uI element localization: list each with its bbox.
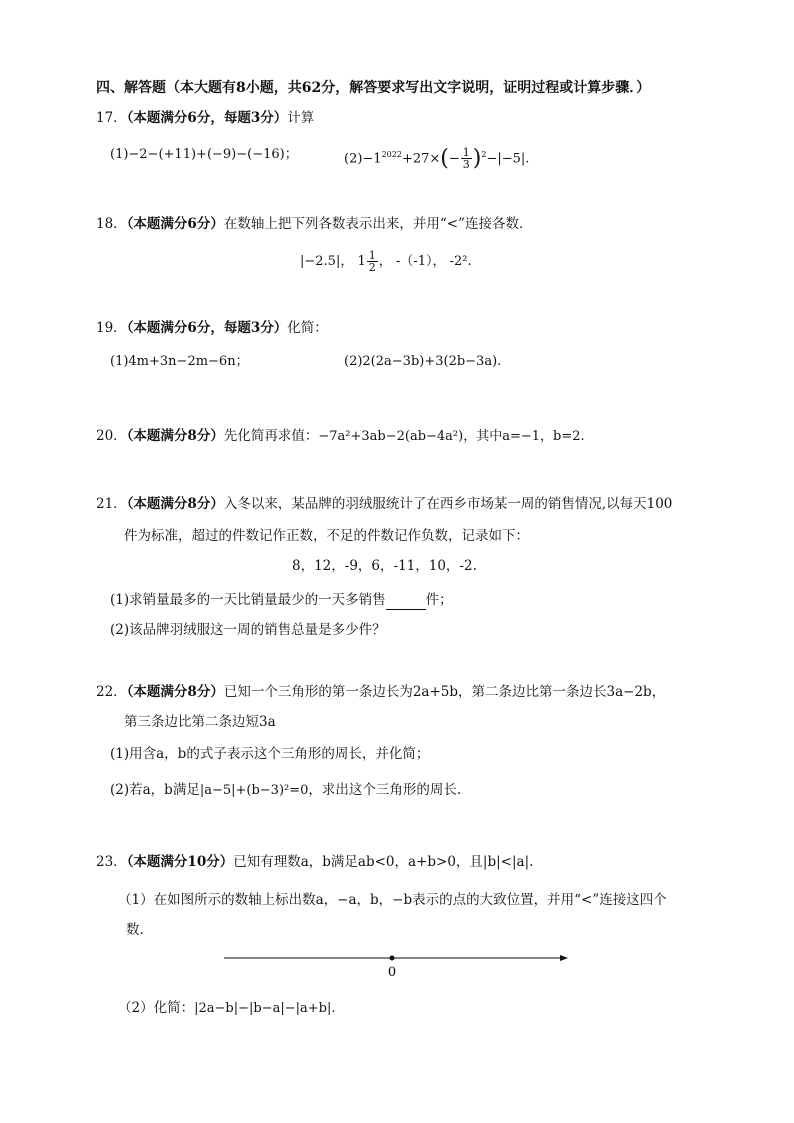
q20-number: 20．: [96, 428, 127, 444]
q23-tag: （本题满分10分）: [126, 854, 234, 870]
q21-part2: (2)该品牌羽绒服这一周的销售总量是多少件？: [110, 622, 386, 638]
q20-tag: （本题满分8分）: [126, 428, 224, 444]
section-heading: 四、解答题（本大题有8小题，共62分，解答要求写出文字说明，证明过程或计算步骤．）: [96, 80, 651, 96]
q20-expression: −7a²+3ab−2(ab−4a²): [318, 429, 464, 444]
q22-number: 22．: [96, 684, 127, 700]
number-line: [224, 948, 574, 978]
q18-numbers: [300, 250, 472, 274]
q18-header: [96, 214, 532, 234]
q20-conditions: ，其中a=−1，b=2.: [463, 429, 585, 444]
q23-header: [96, 852, 533, 872]
q21-part1: (1)求销量最多的一天比销量最少的一天多销售 件；: [110, 592, 453, 608]
q23-expression: |2a−b|−|b−a|−|a+b|.: [194, 1001, 336, 1016]
q17-header: [96, 108, 314, 128]
q22-tag: （本题满分8分）: [126, 684, 224, 700]
q23-number: 23．: [96, 854, 127, 870]
q21-answer-blank[interactable]: [386, 595, 426, 610]
q21-data: 8，12，-9，6，-11，10，-2.: [292, 558, 477, 574]
origin-point: [390, 956, 395, 961]
q22-part2: (2)若a，b满足|a−5|+(b−3)²=0，求出这个三角形的周长.: [110, 782, 462, 798]
q20-line: [96, 426, 585, 447]
q21-number: 21．: [96, 496, 127, 512]
q23-part1-line1: （1）在如图所示的数轴上标出数a，−a，b，−b表示的点的大致位置，并用“<”连接这四个: [118, 892, 667, 908]
origin-label: 0: [387, 965, 397, 978]
q21-stem-line1: 入冬以来，某品牌的羽绒服统计了在西乡市场某一周的销售情况,以每天100: [223, 496, 673, 512]
q19-header: [96, 318, 328, 338]
q17-part2: $(2)-1^{2022}+27\times(-$ $\frac{1}{3}$ )$^2$−|−5|.: [344, 145, 530, 172]
number-line-svg: [224, 948, 574, 978]
q18-tag: （本题满分6分）: [126, 216, 224, 232]
q17-number: 17．: [96, 110, 127, 126]
q19-stem: 化简：: [287, 320, 328, 336]
q23-part1-line2: 数.: [126, 922, 144, 938]
q19-tag: （本题满分6分，每题3分）: [126, 320, 288, 336]
q18-n4: -2².: [449, 254, 472, 269]
q19-part1: (1)4m+3n−2m−6n；: [110, 354, 249, 369]
q17-part1: (1)−2−(+11)+(−9)−(−16)；: [110, 147, 298, 162]
q21-tag: （本题满分8分）: [126, 496, 224, 512]
q20-stem: 先化简再求值：: [223, 428, 319, 444]
number-line-arrow: [560, 955, 568, 961]
q22-stem-line2: 第三条边比第二条边短3a: [124, 714, 276, 730]
q21-stem-line2: 件为标准，超过的件数记作正数，不足的件数记作负数，记录如下：: [124, 528, 529, 544]
q18-n1: |−2.5|，: [300, 254, 354, 269]
q17-stem: 计算: [287, 110, 315, 126]
q21-header: [96, 494, 672, 514]
q18-number: 18．: [96, 216, 127, 232]
q18-n2: 1 $\frac{1}{2}$ ，: [357, 249, 392, 274]
q23-stem: 已知有理数a，b满足ab<0，a+b>0，且|b|<|a|.: [233, 854, 534, 870]
q22-condition: |a−5|+(b−3)²=0: [199, 783, 309, 798]
q19-number: 19．: [96, 320, 127, 336]
q17-fraction: $\frac{1}{3}$: [462, 146, 470, 172]
q22-stem-line1: 已知一个三角形的第一条边长为2a+5b，第二条边比第一条边长3a−2b，: [223, 684, 666, 700]
q22-header: [96, 682, 665, 702]
q23-part2: （2）化简：|2a−b|−|b−a|−|a+b|.: [118, 1000, 336, 1016]
q22-part1: (1)用含a，b的式子表示这个三角形的周长，并化简；: [110, 746, 430, 762]
q17-tag: （本题满分6分，每题3分）: [126, 110, 288, 126]
q19-part2: (2)2(2a−3b)+3(2b−3a).: [344, 354, 502, 369]
q18-stem: 在数轴上把下列各数表示出来，并用“<”连接各数．: [223, 216, 533, 232]
q18-n3: -（-1），: [395, 254, 446, 269]
